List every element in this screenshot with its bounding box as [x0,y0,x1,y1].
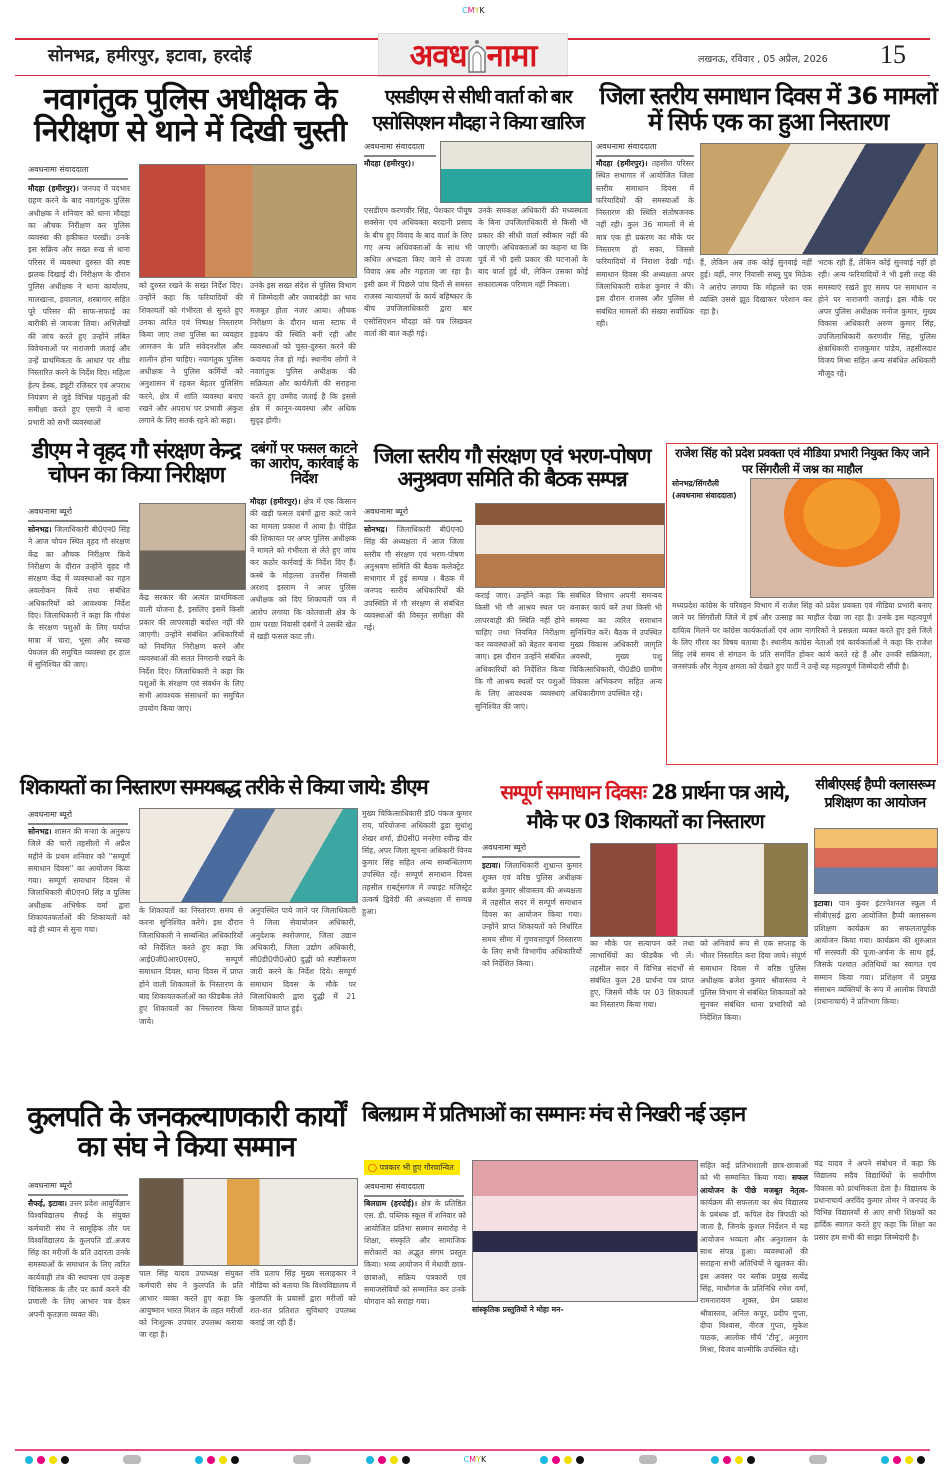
body-etawah-28-col1: इटावा। जिलाधिकारी शुभ्रान्त कुमार शुक्ल एवं वरिष्ठ पुलिस अधीक्षक ब्रजेश कुमार श्रीवास्तव की अध्यक्षता में तहसील सदर में सम्पूर्ण समाधान दिवस का आयोजन किया गया। उन्होंने प्राप्त शिकायतों को निर्धारित समय सीमा में गुणवत्तापूर्ण निस्तारण के लिए सभी विभागीय अधिकारियों को निर्देशित किया। [482,861,582,969]
headline-police: नवागंतुक पुलिस अधीक्षक के निरीक्षण से थाने में दिखी चुस्ती [34,82,346,150]
tag-bilgram [364,1160,460,1175]
headline-sdm: एसडीएम से सीधी वार्ता को बार एसोसिएशन मौदहा ने किया खारिज [372,86,584,134]
tag-circle-icon: ◯ [368,1163,377,1172]
tag-bilgram-text: पत्रकार भी हुए गौरवान्वित [379,1163,454,1172]
body-etawah-28-col3: को अनिवार्य रूप से एक सप्ताह के भीतर निस्तारित करा दिया जाये। संपूर्ण समाधान दिवस में वरिष्ठ पुलिस अधीक्षक ब्रजेश कुमार श्रीवास्तव ने पुलिस विभाग से संबंधित शिकायतों को सुनकर संबंधित थाना प्रभारियों को निर्देशित किया। [700,939,806,1022]
cmyk-mark-top: CMYK [462,6,485,15]
byline-police: अवधनामा संवाददाता [28,164,128,180]
body-kulpati-col1: सैफई, इटावा। उत्तर प्रदेश आयुर्विज्ञान विश्वविद्यालय सैफई के संयुक्त कर्मचारी संघ ने सामूहिक तौर पर विश्वविद्यालय के कुलपति डॉ.अजय सिंह का मरीजों के प्रति उदारता उनके समस्याओं के समाधान के लिए त्वरित कार्यवाही तंत्र की स्थापना एवं उत्कृष्ट चिकित्सक के तौर पर कार्य करने की प्रणाली के लिए आभार पत्र देकर अपनी कृतज्ञता व्यक्त की। [28,1199,130,1319]
gray-mark-icon [809,1455,827,1464]
gray-mark-icon [123,1455,141,1464]
headline-gau-chopan: डीएम ने वृहद गौ संरक्षण केन्द्र चोपन का किया निरीक्षण [32,439,240,488]
byline-sdm: अवधनामा संवाददाता [364,141,436,157]
byline-etawah-28: अवधनामा ब्यूरो [482,842,580,858]
body-shikayat-dm-col2: के शिकायतों का निस्तारण समय से करना सुनिश्चित करेंगे। इस दौरान जिलाधिकारी ने सम्बन्धित अधिकारियों को निर्देशित करते हुए कहा कि आई0जी0आर0एस0, सम्पूर्ण समाधान दिवस, थाना दिवस में प्राप्त होने वाली शिकायतों के निस्तारण के बाद शिकायतकर्ताओं का फीडबैक लेते हुए शिकायतों का निस्तारण किया जाये। [139,906,243,1026]
body-cbse-col2: चंद्र यादव ने अपने संबोधन में कहा कि विद्यालय सदैव विद्यार्थियों के सर्वांगीण विकास को प्राथमिकता देता है। विद्यालय के प्रधानाचार्य अरविंद कुमार तोमर ने जनपद के विभिन्न विद्यालयों से आए सभी शिक्षकों का हार्दिक स्वागत करते हुए कहा कि शिक्षा का प्रसार हम सभी की साझा जिम्मेदारी है। [814,1159,936,1242]
headline-etawah-28 [484,778,806,836]
body-shikayat-dm-col1: सोनभद्र। शासन की मन्शा के अनुरूप जिले की चारों तहसीलों में अप्रैल महीने के प्रथम शनिवार को ''सम्पूर्ण समाधान दिवस'' का आयोजन किया गया। सम्पूर्ण समाधान दिवस में जिलाधिकारी बी0एन0 सिंह व पुलिस अधीक्षक अभिषेक वर्मा द्वारा शिकायतकर्ताओं की शिकायतों को बड़े ही ध्यान से सुना गया। [28,827,131,935]
photo-rajesh-singh [750,478,934,598]
body-sdm-col2: उनके समकक्ष अधिकारी की मध्यस्थता के बिना उपजिलाधिकारी से किसी भी प्रकार की सीधी वार्ता स्वीकार नहीं की जाएगी। अधिवक्ताओं का कहना था कि पूर्व में भी इसी प्रकार की घटनाओं के बाद वार्ता हुई थी, लेकिन उसका कोई सकारात्मक परिणाम नहीं निकला। [478,206,588,289]
photo-gau-chopan [139,503,246,590]
footer-rule [15,1449,930,1451]
color-dots-icon [711,1456,755,1464]
registration-marks [25,1455,925,1464]
body-bilgram-col2: सांस्कृतिक प्रस्तुतियों ने मोहा मन- [472,1305,564,1314]
body-gau-samiti-col3: संबंधित विभाग अपनी समन्वय बनाकर कार्य करें तथा किसी भी समस्या का त्वरित समाधान सुनिश्चित करें। बैठक में उपस्थित मुख्य विकास अधिकारी जागृति अवस्थी, मुख्य पशु चिकित्साधिकारी, पी0डी0 ग्रामीण विकास अभिकरण सहित अन्य अधिकारीगण उपस्थित रहे। [570,591,662,699]
headline-bilgram: बिलग्राम में प्रतिभाओं का सम्मानः मंच से निखरी नई उड़ान [362,1102,745,1126]
photo-kulpati [139,1178,358,1266]
masthead-bottom-rule [15,75,930,76]
color-dots-icon [366,1456,410,1464]
body-sdm-dateline: मौदहा (हमीरपुर)। [364,159,415,168]
body-kulpati-col2: पाल सिंह यादव उपाध्यक्ष संयुक्त कर्मचारी संघ ने कुलपति के प्रति आभार व्यक्त करते हुए कहा कि आयुष्मान भारत मिशन के तहत मरीजों को निःशुल्क उपचार उपलब्ध कराया जा रहा है। [139,1269,243,1340]
byline-gau-samiti: अवधनामा ब्यूरो [364,506,462,522]
logo-text-right: नामा [486,38,537,74]
logo-text-left: अवध [409,38,467,74]
gray-mark-icon [293,1455,311,1464]
color-dots-icon [881,1456,925,1464]
photo-police-officers [139,164,357,278]
byline-kulpati: अवधनामा ब्यूरो [28,1180,128,1196]
body-gau-chopan-col2: केंद्र सरकार की अत्यंत प्राथमिकता वाली योजना है, इसलिए इसमें किसी प्रकार की लापरवाही बर्दाश्त नहीं की जाएगी। उन्होंने संबंधित अधिकारियों को नियमित निरीक्षण करने और व्यवस्थाओं की सतत निगरानी रखने के निर्देश दिए। जिलाधिकारी ने कहा कि पशुओं के संरक्षण एवं संवर्धन के लिए सभी आवश्यक संसाधनों का समुचित उपयोग किया जाए। [139,593,244,713]
body-samadhan-36-col2: हैं, लेकिन अब तक कोई सुनवाई नहीं हुई। वहीं, नगर निवासी सब्लू पुत्र मिठेक ने आरोप लगाया कि मोहल्ले का एक व्यक्ति उससे झूठ दिखाकर परेशान कर रहा है। [700,258,812,317]
body-shikayat-dm-col3: अनुपस्थित पाये जाने पर जिलाधिकारी ने जिला सेवायोजन अधिकारी, अनुदेशक स्वरोजगार, जिला उद्यान अधिकारी, जिला उद्योग अधिकारी, सी0डी0पी0ओ0 दुद्धी को स्पष्टीकरण जारी करने के निर्देश दिये। सम्पूर्ण समाधान दिवस के मौके पर जिलाधिकारी द्वारा दुद्धी में 21 शिकायतें प्राप्त हुई। [250,906,356,1014]
body-police-col3: उनके इस सख्त संदेश से पुलिस विभाग में जिम्मेदारी और जवाबदेही का भाव मजबूत होता नजर आया। औचक निरीक्षण के दौरान थाना स्टाफ में हड़कंप की स्थिति बनी रही और व्यवस्थाओं को चुस्त-दुरुस्त करने की कवायद तेज हो गई। स्थानीय लोगों ने नवागंतुक पुलिस अधीक्षक की सक्रियता और कार्यशैली की सराहना करते हुए उम्मीद जताई है कि इससे क्षेत्र में कानून-व्यवस्था और अधिक सुदृढ़ होगी। [250,281,356,426]
body-shikayat-dm-col4: मुख्य चिकित्साधिकारी डॉ0 पंकज कुमार राय, परियोजना अधिकारी डूडा सुधांशु शेखर शर्मा, डी0सी0 मनरेगा रवीन्द्र वीर सिंह, अपर जिला सूचना अधिकारी विनय कुमार सिंह सहित अन्य सम्बन्धितगण उपस्थित रहें। सम्पूर्ण समाधान दिवस तहसील राबर्ट्सगंज में ज्वाइंट मजिस्ट्रेट उत्कर्ष द्विवेदी की अध्यक्षता में सम्पन्न हुआ। [362,809,472,917]
body-rajesh: मध्यप्रदेश कांग्रेस के परिवहन विभाग में राजेश सिंह को प्रदेश प्रवक्ता एवं मीडिया प्रभारी बनाए जाने पर सिंगरौली जिले में हर्ष और उत्साह का माहौल देखा जा रहा है। उनके इस महत्वपूर्ण दायित्व मिलने पर कांग्रेस कार्यकर्ताओं एवं आम नागरिकों ने प्रसन्नता व्यक्त करते हुए इसे जिले के लिए गौरव का विषय बताया है। स्थानीय कांग्रेस नेताओं एवं कार्यकर्ताओं ने कहा कि राजेश सिंह लंबे समय से संगठन के प्रति समर्पित होकर कार्य करते रहे हैं और उनकी सक्रियता, जनसंपर्क और नेतृत्व क्षमता को देखते हुए पार्टी ने उन्हें यह महत्वपूर्ण जिम्मेदारी सौंपी है। [672,601,932,672]
body-police-col1: मौदहा (हमीरपुर)। जनपद में पदभार ग्रहण करने के बाद नवागंतुक पुलिस अधीक्षक ने शनिवार को थाना मौदहा का औचक निरीक्षण कर पुलिस व्यवस्था की हकीकत परखी। उनके इस सक्रिय और सख्त रुख से थाना परिसर में व्यवस्था दुरुस्त की स्पष्ट झलक दिखाई दी। निरीक्षण के दौरान पुलिस अधीक्षक ने थाना कार्यालय, मालखाना, हवालात, शस्त्रागार सहित पूरे परिसर की साफ-सफाई का बारीकी से जायजा लिया। अभिलेखों की जांच करते हुए उन्होंने लंबित विवेचनाओं पर नाराजगी जताई और उन्हें प्राथमिकता के आधार पर शीघ्र निस्तारित करने के निर्देश दिए। महिला हेल्प डेस्क, ड्यूटी रजिस्टर एवं अपराध नियंत्रण से जुड़े विभिन्न पहलुओं की समीक्षा करते हुए एसपी ने थाना प्रभारी को सभी व्यवस्थाओं [28,184,130,427]
body-gau-chopan-col1: सोनभद्र। जिलाधिकारी बी0एन0 सिंह ने आज चोपन स्थित वृहद गौ संरक्षण केंद्र का औचक निरीक्षण किये निरीक्षण के दौरान उन्होंने वृहद गौ संरक्षण केंद्र में व्यवस्थाओं का गहन अवलोकन किये तथा संबंधित अधिकारियों को आवश्यक निर्देश दिए। जिलाधिकारी ने कहा कि गौवंश के संरक्षण पशुओं के लिए पर्याप्त मात्रा में चारा, भूसा और स्वच्छ पेयजल की समुचित व्यवस्था हर हाल में सुनिश्चित की जाए। [28,525,130,670]
body-police-col2: को दुरुस्त रखने के सख्त निर्देश दिए। उन्होंने कहा कि फरियादियों की शिकायतों को गंभीरता से सुनते हुए उनका त्वरित एवं निष्पक्ष निस्तारण किया जाए तथा पुलिस का व्यवहार आमजन के प्रति संवेदनशील और शालीन होना चाहिए। नवागंतुक पुलिस अधीक्षक ने पुलिस कर्मियों को अनुशासन में रहकर बेहतर पुलिसिंग करने, क्षेत्र में शांति व्यवस्था बनाए रखने और अपराध पर प्रभावी अंकुश लगाने के लिए सतर्क रहने को कहा। [139,281,243,426]
headline-etawah-28-black: 28 प्रार्थना पत्र आये, मौके पर 03 शिकायतों का निस्तारण [526,780,790,833]
body-bilgram-col1: बिलग्राम (हरदोई)। क्षेत्र के प्रतिष्ठित एस. डी. पब्लिक स्कूल में शनिवार को आयोजित प्रतिभा सम्मान समारोह ने शिक्षा, संस्कृति और सामाजिक सरोकारों का अद्भुत संगम प्रस्तुत किया। भव्य आयोजन में मेधावी छात्र-छात्राओं, सक्रिय पत्रकारों एवं समाजसेवियों को सम्मानित कर उनके योगदान को सराहा गया। [364,1199,466,1307]
masthead-logo [378,33,568,77]
body-etawah-28-col2: का मौके पर सत्यापन करें तथा लाभार्थियों का फीडबैक भी लें। तहसील सदर में विभिन्न संदर्भों से संबंधित कुल 28 प्रार्थना पत्र प्राप्त हुए, जिसमें मौके पर 03 शिकायतों का निस्तारण किया गया। [590,939,694,1010]
photo-gau-samiti [475,503,665,588]
color-dots-icon [540,1456,584,1464]
headline-rajesh: राजेश सिंह को प्रदेश प्रवक्ता एवं मीडिया प्रभारी नियुक्त किए जाने पर सिंगरौली में जश्न का माहौल [675,446,929,476]
masthead-date: लखनऊ, रविवार , 05 अप्रैल, 2026 [698,54,828,65]
body-rajesh-dateline: सोनभद्र/सिंगरौली (अवधनामा संवाददाता) [672,479,737,501]
masthead-districts: सोनभद्र, हमीरपुर, इटावा, हरदोई [48,46,252,66]
body-gau-samiti-col1: सोनभद्र। जिलाधिकारी बी0एन0 सिंह की अध्यक्षता में आज जिला स्तरीय गौ संरक्षण एवं भरण-पोषण अनुश्रवण समिति की बैठक कलेक्ट्रेट सभागार में हुई सम्पन्न । बैठक में जनपद स्तरीय अधिकारियों की उपस्थिति में गौ संरक्षण से संबंधित व्यवस्थाओं की विस्तृत समीक्षा की गई। [364,525,464,633]
body-bilgram-col3: सहित कई प्रतिभाशाली छात्र-छात्राओं को भी सम्मानित किया गया। सफल आयोजन के पीछे मजबूत नेतृत्व- कार्यक्रम की सफलता का श्रेय विद्यालय के प्रबंधक डॉ. कपिल देव त्रिपाठी को जाता है, जिनके कुशल निर्देशन में यह आयोजन भव्यता और अनुशासन के साथ संपन्न हुआ। व्यवस्थाओं की सराहना सभी अतिथियों ने खुलकर की। इस अवसर पर ब्लॉक प्रमुख सत्येंद्र सिंह, माधौगंज के प्रतिनिधि रमेश वर्मा, रामनारायण शुक्ल, प्रेम प्रकाश श्रीवास्तव, अनिल कपूर, प्रदीप गुप्ता, दीपा विश्वास, नीरज गुप्ता, मुकेश पाठक, आलोक मौर्य 'टीनू', अनुराग मिश्रा, विजय वाल्मीकि उपस्थित रहे। [700,1161,809,1355]
photo-etawah-28 [590,843,808,937]
gray-mark-icon [639,1455,657,1464]
cmyk-mark-bottom: CMYK [463,1455,487,1464]
body-samadhan-36-col3: भटक रही हैं, लेकिन कोई सुनवाई नहीं हो रही। अन्य फरियादियों ने भी इसी तरह की समस्याएं रखते हुए समय पर समाधान न होने पर नाराजगी जताई। इस मौके पर अपर पुलिस अधीक्षक मनोज कुमार, मुख्य विकास अधिकारी अरुण कुमार सिंह, उपजिलाधिकारी करणवीर सिंह, पुलिस क्षेत्राधिकारी राजकुमार पांडेय, तहसीलदार विजय मिश्रा सहित अन्य संबंधित अधिकारी मौजूद रहे। [818,258,936,378]
byline-bilgram: अवधनामा संवाददाता [364,1181,464,1197]
photo-samadhan-36 [700,143,938,255]
color-dots-icon [25,1456,69,1464]
headline-etawah-28-red: सम्पूर्ण समाधान दिवसः [500,780,646,804]
byline-samadhan-36: अवधनामा संवाददाता [596,141,694,157]
logo-gate-icon [467,38,487,72]
page-number: 15 [880,40,906,69]
photo-bilgram [472,1160,698,1302]
headline-shikayat-dm: शिकायतों का निस्तारण समयबद्ध तरीके से किया जाये: डीएम [20,775,428,799]
body-kulpati-col3: रवि प्रताप सिंह मुख्य सलाहकार ने मीडिया को बताया कि विश्वविद्यालय में कुलपति के प्रयासों द्वारा मरीजों को शत-शत प्रतिशत सुविधाएं उपलब्ध कराई जा रही हैं। [250,1269,356,1328]
body-fasal: मौदहा (हमीरपुर)। क्षेत्र में एक किसान की खड़ी फसल दबंगों द्वारा काटे जाने का मामला प्रकाश में आया है। पीड़ित की शिकायत पर अपर पुलिस अधीक्षक ने मामले को गंभीरता से लेते हुए जांच कर कठोर कार्रवाई के निर्देश दिए हैं। कस्बे के मोहल्ला उत्तरौंस निवासी अरशद इस्लाम ने अपर पुलिस अधीक्षक को दिए शिकायती पत्र में आरोप लगाया कि कोतवाली क्षेत्र के ग्राम परछा निवासी दबंगों ने उसकी खेत में खड़ी फसल काट ली। [250,497,356,642]
photo-cbse [814,828,938,894]
headline-samadhan-36: जिला स्तरीय समाधान दिवस में 36 मामलों में सिर्फ एक का हुआ निस्तारण [599,82,937,136]
headline-kulpati: कुलपति के जनकल्याणकारी कार्यों का संघ ने किया सम्मान [27,1100,345,1164]
body-gau-samiti-col2: कराई जाए। उन्होंने कहा कि किसी भी गौ आश्रय स्थल पर लापरवाही की स्थिति नहीं होने चाहिए तथा नियमित निरीक्षण कर व्यवस्थाओं को बेहतर बनाया जाए। इस दौरान उन्होंने संबंधित अधिकारियों को निर्देशित किया कि गौ आश्रय स्थलों पर पशुओं के लिए आवश्यक व्यवस्थाएं सुनिश्चित की जाएं। [475,591,565,711]
body-sdm-col1: एसडीएम करणवीर सिंह, पेशकार पीयूष सक्सेना एवं अधिवक्ता बरदानी प्रसाद के बीच हुए विवाद के बाद वार्ता के लिए गए अन्य अधिवक्ताओं के साथ भी कथित अभद्रता किए जाने से उपजा विवाद अब और गहराता जा रहा है। इसी क्रम में पिछले पांच दिनों से समस्त राजस्व न्यायालयों के कार्य बहिष्कार के बीच उपजिलाधिकारी द्वारा बार एसोसिएशन मौदहा को पत्र लिखकर वार्ता की बात कही गई। [364,206,472,338]
body-samadhan-36-col1: मौदहा (हमीरपुर)। तहसील परिसर स्थित सभागार में आयोजित जिला स्तरीय समाधान दिवस में फरियादियों की समस्याओं के निस्तारण की स्थिति संतोषजनक नहीं रही। कुल 36 मामलों में से मात्र एक ही प्रकरण का मौके पर निस्तारण हो सका, जिससे फरियादियों में निराशा देखी गई। समाधान दिवस की अध्यक्षता अपर जिलाधिकारी राकेश कुमार ने की। इस दौरान राजस्व और पुलिस से संबंधित मामलों की संख्या सर्वाधिक रही। [596,159,694,328]
byline-gau-chopan: अवधनामा ब्यूरो [28,506,128,522]
body-cbse-col1: इटावा। पान कुंवर इंटरनेशनल स्कूल में सीबीएसई द्वारा आयोजित हैप्पी क्लासरूम प्रशिक्षण कार्यक्रम का सफलतापूर्वक आयोजन किया गया। कार्यक्रम की शुरुआत माँ सरस्वती की पूजा-अर्चना के साथ हुई, जिसके पश्चात अतिथियों का स्वागत एवं सम्मान किया गया। प्रशिक्षण में प्रमुख संसाधन व्यक्तियों के रूप में आलोक त्रिपाठी (प्रधानाचार्य) ने प्रतिभाग किया। [814,899,936,1007]
byline-shikayat-dm: अवधनामा ब्यूरो [28,809,128,825]
photo-shikayat-dm [139,808,358,903]
photo-sdm-meeting [440,141,592,203]
headline-fasal: दबंगों पर फसल काटने का आरोप, कार्रवाई के निर्देश [250,441,358,488]
headline-gau-samiti: जिला स्तरीय गौ संरक्षण एवं भरण-पोषण अनुश्रवण समिति की बैठक सम्पन्न [373,444,651,491]
color-dots-icon [195,1456,239,1464]
headline-cbse: सीबीएसई हैप्पी क्लासरूम प्रशिक्षण का आयोजन [815,777,935,812]
